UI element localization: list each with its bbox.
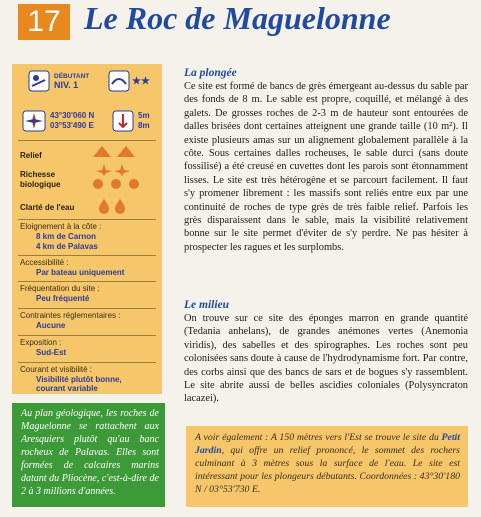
coordinate-north: 43°30'060 N: [50, 111, 95, 120]
relief-label: Relief: [20, 151, 42, 160]
exposure-label: Exposition :: [20, 338, 62, 347]
site-info-sidebar: [12, 64, 162, 394]
environment-section-title: Le milieu: [184, 299, 230, 311]
biodiversity-icon: [88, 162, 144, 192]
divider: [18, 335, 156, 336]
attendance-label: Fréquentation du site :: [20, 284, 100, 293]
dive-section-text: Ce site est formé de bancs de grès émergeant au-dessus du sable par des fonds de 8 m. Le sable est propre, coquillé, et mélangé à des galets. De grosses roches de 2-3 m de hauteur sont entourées de dalles brisées dont certaines atteignent une grande taille (10 m²). Il existe plusieurs amas sur un alignement globalement parallèle à la côte. Sous certaines dalles rocheuses, le sable durci (sans doute fossilisé) a été creusé en cuvettes dont les parois sont étonnamment lisses. Le site est très hétérogène et se parcourt facilement. Il faut s'y promener librement : les massifs sont reliés entre eux par une continuité de roches de type grès de très faible relief. Parfois les grès disparaissent dans le sable, mais la visibilité relativement bonne sur le site permet d'éviter de s'y perdre. Ne pas hésiter à prospecter les ragues et les surplombs.: [184, 81, 468, 253]
biodiversity-label: Richesse biologique: [20, 170, 61, 189]
divider: [18, 362, 156, 363]
environment-section-text: On trouve sur ce site des éponges marron en grande quantité (Tedania anhelans), de grandes anémones vertes (Anemonia viridis), des sabelles et des spirographes. Les roches sont peu colonisées sans doute à cause de l'hydrodynamisme fort. Par contre, des corbs ainsi que des bancs de sars et de bogues s'y rassemblent. Le site abrite aussi de belles ascidies coloniales (Polysyncraton lacazei).: [184, 313, 468, 405]
exposure-value: Sud-Est: [36, 348, 67, 357]
divider: [18, 255, 156, 256]
relief-icon: [92, 144, 138, 158]
distance-palavas: 4 km de Palavas: [36, 242, 98, 251]
level-label: DÉBUTANT: [54, 73, 90, 80]
see-also-site-name: Petit Jardin: [195, 432, 460, 456]
divider: [18, 140, 156, 141]
depth-max: 8m: [138, 121, 150, 130]
see-also-rest: , qui offre un relief prononcé, le sommet des rochers culminant à 3 mètres sous la surface de l'eau. Le site est intéressant pour les plongeurs débutants. Coordonnées : 43°30'180 N / 03°53'730 E.: [195, 445, 460, 495]
attendance-value: Peu fréquenté: [36, 294, 90, 303]
current-visibility-label: Courant et visibilité :: [20, 365, 93, 374]
see-also-intro: A voir également : A 150 mètres vers l'Est se trouve le site du: [195, 432, 439, 443]
water-drop-icon: [96, 198, 128, 214]
regulations-value: Aucune: [36, 321, 66, 330]
page-header: [0, 0, 481, 44]
dive-section-title: La plongée: [184, 67, 237, 79]
page-title: Le Roc de Maguelonne: [84, 0, 391, 36]
geology-note: Au plan géologique, les roches de Maguelonne se rattachent aux Aresquiers plutôt qu'au banc rocheux de Palavas. Elles sont formées de calcaires marins datant du Pliocène, c'est-à-dire de 2 à 3 millions d'années.: [12, 403, 165, 507]
depth-min: 5m: [138, 111, 150, 120]
water-clarity-label: Clarté de l'eau: [20, 203, 75, 212]
depth-icon: [112, 110, 134, 132]
site-number-badge: 17: [18, 4, 70, 40]
rating-stars: ★★: [132, 76, 150, 87]
environment-section: [184, 298, 468, 406]
dive-section: [184, 66, 468, 254]
divider: [18, 219, 156, 220]
divider: [18, 308, 156, 309]
regulations-label: Contraintes réglementaires :: [20, 311, 121, 320]
current-visibility-value-2: courant variable: [36, 384, 98, 393]
distance-label: Eloignement à la côte :: [20, 222, 102, 231]
distance-carnon: 8 km de Carnon: [36, 232, 97, 241]
divider: [18, 281, 156, 282]
see-also-box: [186, 426, 468, 507]
level-value: NIV. 1: [54, 80, 79, 90]
diver-level-icon: [28, 70, 50, 92]
rating-diver-icon: [108, 70, 130, 92]
accessibility-value: Par bateau uniquement: [36, 268, 125, 277]
coordinate-east: 03°53'490 E: [50, 121, 94, 130]
current-visibility-value-1: Visibilité plutôt bonne,: [36, 375, 122, 384]
compass-icon: [22, 110, 46, 132]
accessibility-label: Accessibilité :: [20, 258, 69, 267]
